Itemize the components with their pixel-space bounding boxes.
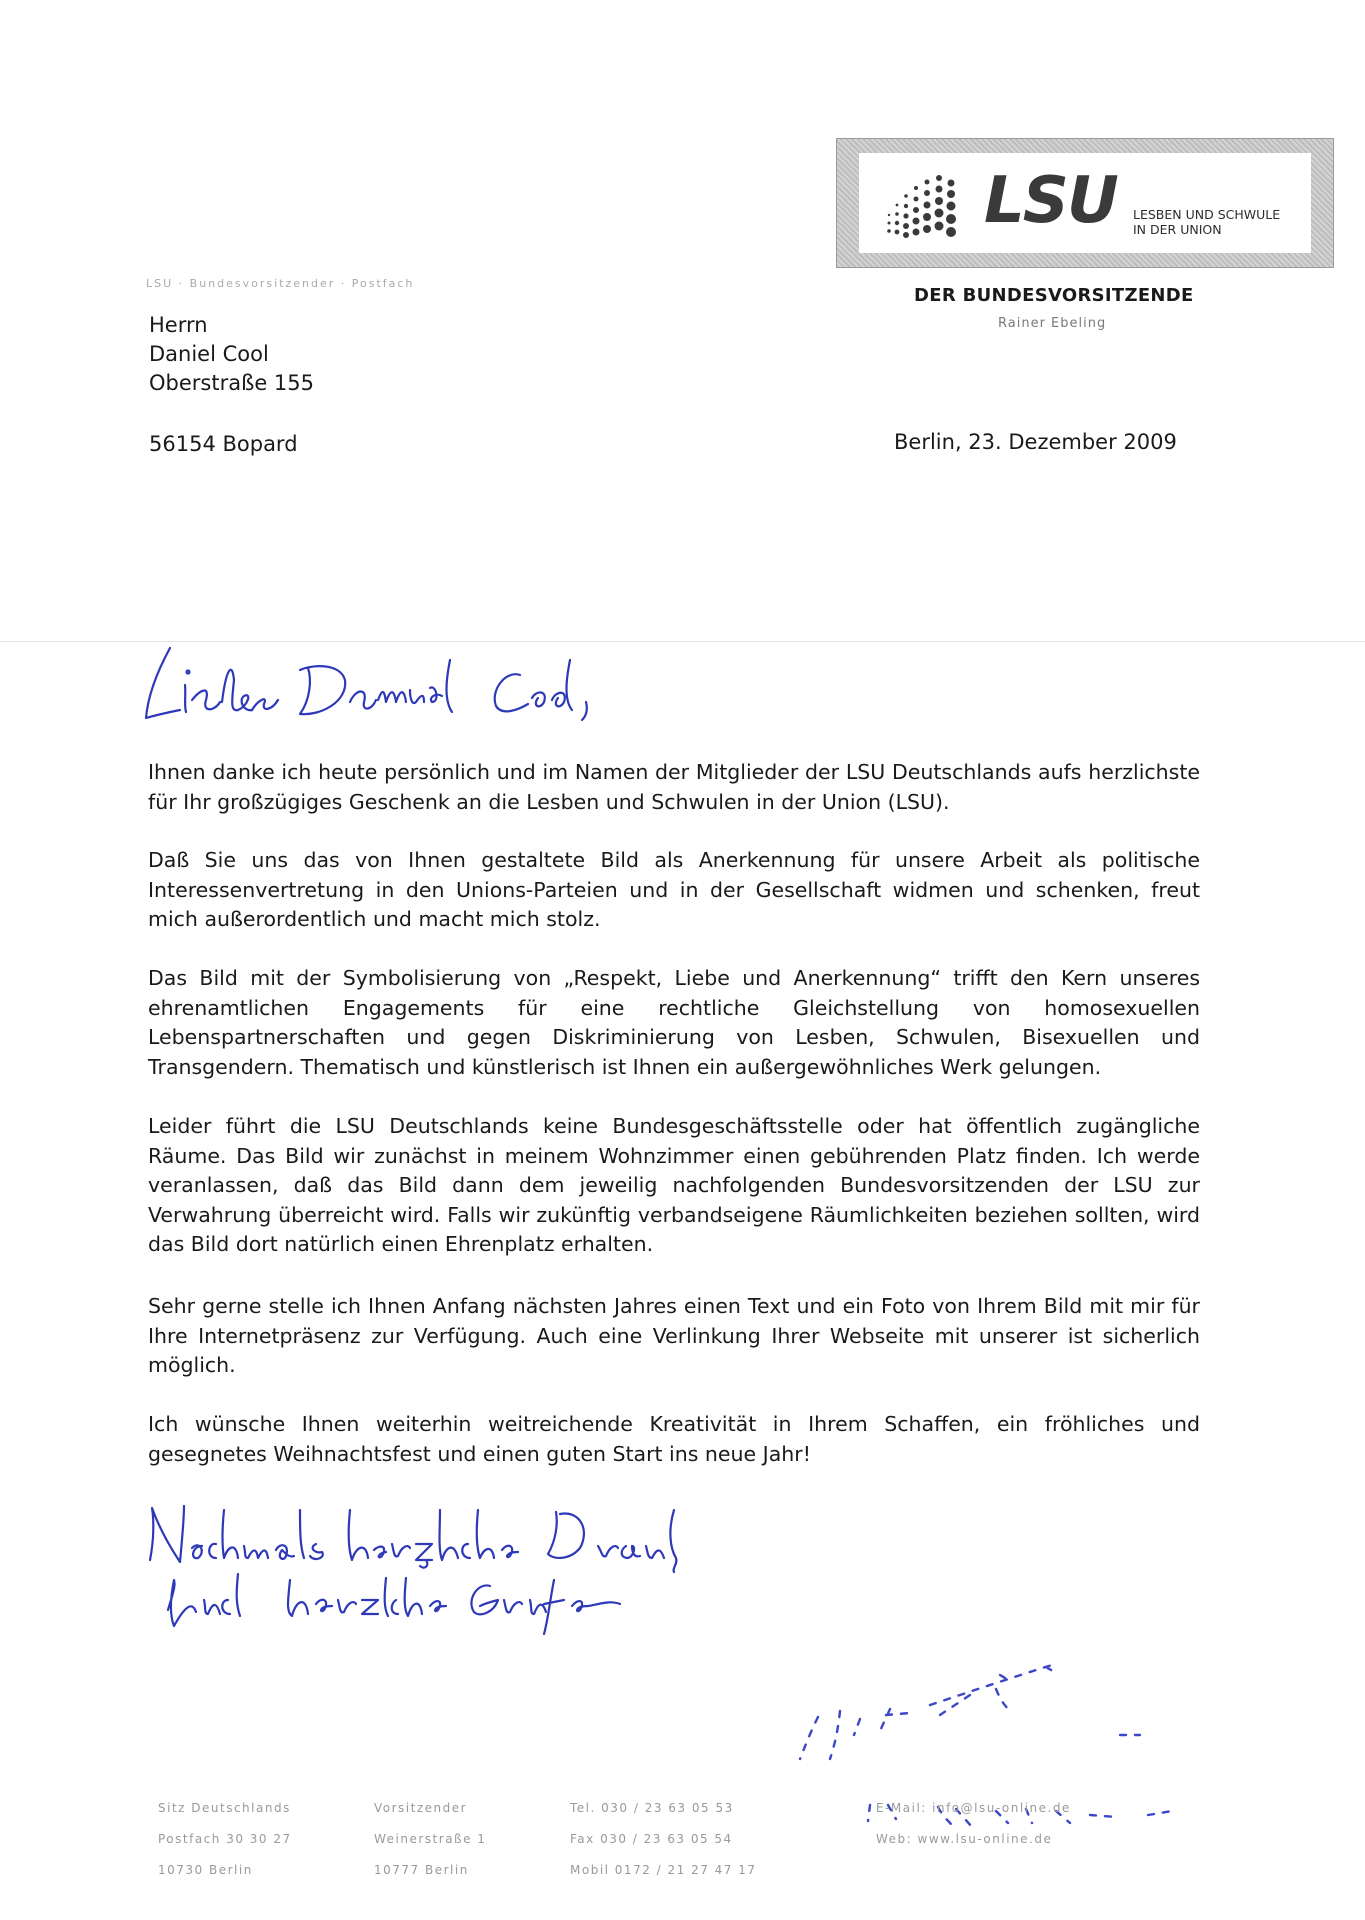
logo-subtitle-line2: IN DER UNION: [1133, 222, 1222, 237]
logo-wordmark: LSU: [984, 164, 1117, 238]
paragraph-3: Das Bild mit der Symbolisierung von „Respekt, Liebe und Anerkennung“ trifft den Kern unseres ehrenamtlichen Engagements für eine rechtliche Gleichstellung von homosexuellen Lebenspartnerschaften und gegen Diskriminierung von Lesben, Schwulen, Bisexuellen und Transgendern. Thematisch und künstlerisch ist Ihnen ein außergewöhnliches Werk gelungen.: [148, 966, 1200, 1079]
footer-column-web: E-Mail: info@lsu-online.de Web: www.lsu-online.de: [876, 1801, 1071, 1846]
footer-column-address: Sitz Deutschlands Postfach 30 30 27 10730 Berlin: [158, 1801, 292, 1877]
recipient-city: 56154 Bopard: [149, 432, 298, 456]
paragraph-6: Ich wünsche Ihnen weiterhin weitreichende Kreativität in Ihrem Schaffen, ein fröhliches und gesegnetes Weihnachtsfest und einen guten Start ins neue Jahr!: [148, 1412, 1200, 1466]
paragraph-4: Leider führt die LSU Deutschlands keine Bundesgeschäftsstelle oder hat öffentlich zugängliche Räume. Das Bild wir zunächst in meinem Wohnzimmer einen gebührenden Platz finden. Ich werde veranlassen, daß das Bild dann dem jeweilig nachfolgenden Bundesvorsitzenden der LSU zur Verwahrung überreicht wird. Falls wir zukünftig verbandseigene Räumlichkeiten beziehen sollten, wird das Bild dort natürlich einen Ehrenplatz erhalten.: [148, 1114, 1200, 1256]
handwritten-closing: [140, 1500, 740, 1640]
recipient-salutation: Herrn: [149, 313, 208, 337]
letter-date: Berlin, 23. Dezember 2009: [894, 430, 1177, 454]
handwritten-greeting: [140, 640, 660, 730]
logo-subtitle-line1: LESBEN UND SCHWULE: [1133, 207, 1281, 222]
dot-globe-icon: [859, 153, 979, 253]
logo-panel: [859, 153, 1311, 253]
paragraph-2: Daß Sie uns das von Ihnen gestaltete Bild als Anerkennung für unsere Arbeit als politische Interessenvertretung in den Unions-Parteien und in der Gesellschaft widmen und schenken, freut mich außerordentlich und macht mich stolz.: [148, 848, 1200, 931]
logo-subtitle: [1133, 207, 1280, 237]
paragraph-1: Ihnen danke ich heute persönlich und im Namen der Mitglieder der LSU Deutschlands aufs herzlichste für Ihr großzügiges Geschenk an die Lesben und Schwulen in der Union (LSU).: [148, 760, 1200, 814]
paragraph-5: Sehr gerne stelle ich Ihnen Anfang nächsten Jahres einen Text und ein Foto von Ihrem Bild mit mir für Ihre Internetpräsenz zur Verfügung. Auch eine Verlinkung Ihrer Webseite mit unserer ist sicherlich möglich.: [148, 1294, 1200, 1377]
recipient-street: Oberstraße 155: [149, 371, 314, 395]
footer-column-chair: Vorsitzender Weinerstraße 1 10777 Berlin: [374, 1801, 487, 1877]
recipient-name: Daniel Cool: [149, 342, 269, 366]
sender-return-line: LSU · Bundesvorsitzender · Postfach: [146, 277, 415, 290]
lsu-logo: [836, 138, 1334, 268]
office-title: DER BUNDESVORSITZENDE: [914, 285, 1194, 306]
footer-column-contact: Tel. 030 / 23 63 05 53 Fax 030 / 23 63 05 54 Mobil 0172 / 21 27 47 17: [570, 1801, 757, 1877]
office-holder-name: Rainer Ebeling: [998, 316, 1107, 331]
